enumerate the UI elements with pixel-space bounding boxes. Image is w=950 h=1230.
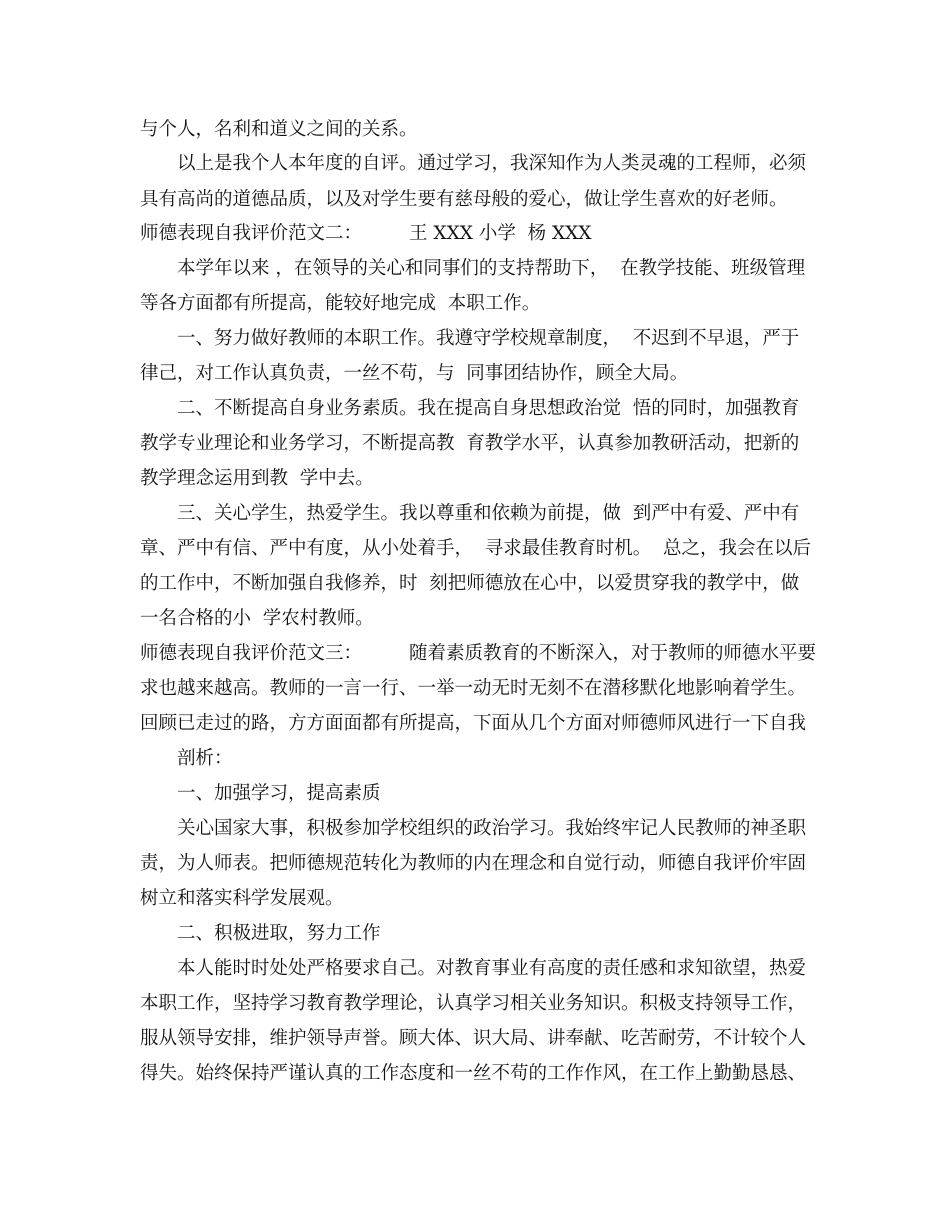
- text-line: 教学理念运用到教 学中去。: [140, 468, 374, 489]
- text-line: 一、努力做好教师的本职工作。我遵守学校规章制度， 不迟到不早退，严于: [177, 328, 800, 349]
- text-line: 与个人，名利和道义之间的关系。: [140, 119, 418, 140]
- text-line: 回顾已走过的路，方方面面都有所提高，下面从几个方面对师德师风进行一下自我: [140, 713, 807, 734]
- text-line: 章、严中有信、严中有度，从小处着手， 寻求最佳教育时机。 总之，我会在以后: [140, 538, 812, 559]
- text-line: 关心国家大事，积极参加学校组织的政治学习。我始终牢记人民教师的神圣职: [177, 818, 807, 839]
- text-line: 教学专业理论和业务学习，不断提高教 育教学水平，认真参加教研活动，把新的: [140, 433, 800, 454]
- text-line: 以上是我个人本年度的自评。通过学习，我深知作为人类灵魂的工程师，必须: [177, 153, 807, 174]
- section-heading: 师德表现自我评价范文三： 随着素质教育的不断深入，对于教师的师德水平要: [140, 643, 817, 664]
- text-line: 树立和落实科学发展观。: [140, 888, 344, 909]
- subheading: 二、积极进取，努力工作: [177, 923, 381, 944]
- text-line: 一名合格的小 学农村教师。: [140, 608, 374, 629]
- text-line: 得失。始终保持严谨认真的工作态度和一丝不苟的工作作风，在工作上勤勤恳恳、: [140, 1063, 807, 1084]
- text-line: 二、不断提高自身业务素质。我在提高自身思想政治觉 悟的同时，加强教育: [177, 398, 800, 419]
- text-line: 的工作中，不断加强自我修养，时 刻把师德放在心中，以爱贯穿我的教学中，做: [140, 573, 800, 594]
- text-line: 等各方面都有所提高，能较好地完成 本职工作。: [140, 293, 541, 314]
- text-line: 三、关心学生，热爱学生。我以尊重和依赖为前提，做 到严中有爱、严中有: [177, 503, 800, 524]
- text-line: 责，为人师表。把师德规范转化为教师的内在理念和自觉行动，师德自我评价牢固: [140, 853, 807, 874]
- text-line: 具有高尚的道德品质，以及对学生要有慈母般的爱心，做让学生喜欢的好老师。: [140, 189, 788, 210]
- text-line: 本职工作，坚持学习教育教学理论，认真学习相关业务知识。积极支持领导工作，: [140, 993, 807, 1014]
- subheading: 一、加强学习，提高素质: [177, 783, 381, 804]
- text-line: 服从领导安排，维护领导声誉。顾大体、识大局、讲奉献、吃苦耐劳，不计较个人: [140, 1028, 807, 1049]
- text-line: 求也越来越高。教师的一言一行、一举一动无时无刻不在潜移默化地影响着学生。: [140, 678, 807, 699]
- text-line: 剖析：: [177, 748, 233, 769]
- section-heading: 师德表现自我评价范文二： 王 XXX 小学 杨 XXX: [140, 223, 592, 244]
- text-line: 本人能时时处处严格要求自己。对教育事业有高度的责任感和求知欲望，热爱: [177, 958, 807, 979]
- text-line: 本学年以来 ，在领导的关心和同事们的支持帮助下， 在教学技能、班级管理: [177, 258, 806, 279]
- text-line: 律己，对工作认真负责，一丝不苟，与 同事团结协作，顾全大局。: [140, 363, 689, 384]
